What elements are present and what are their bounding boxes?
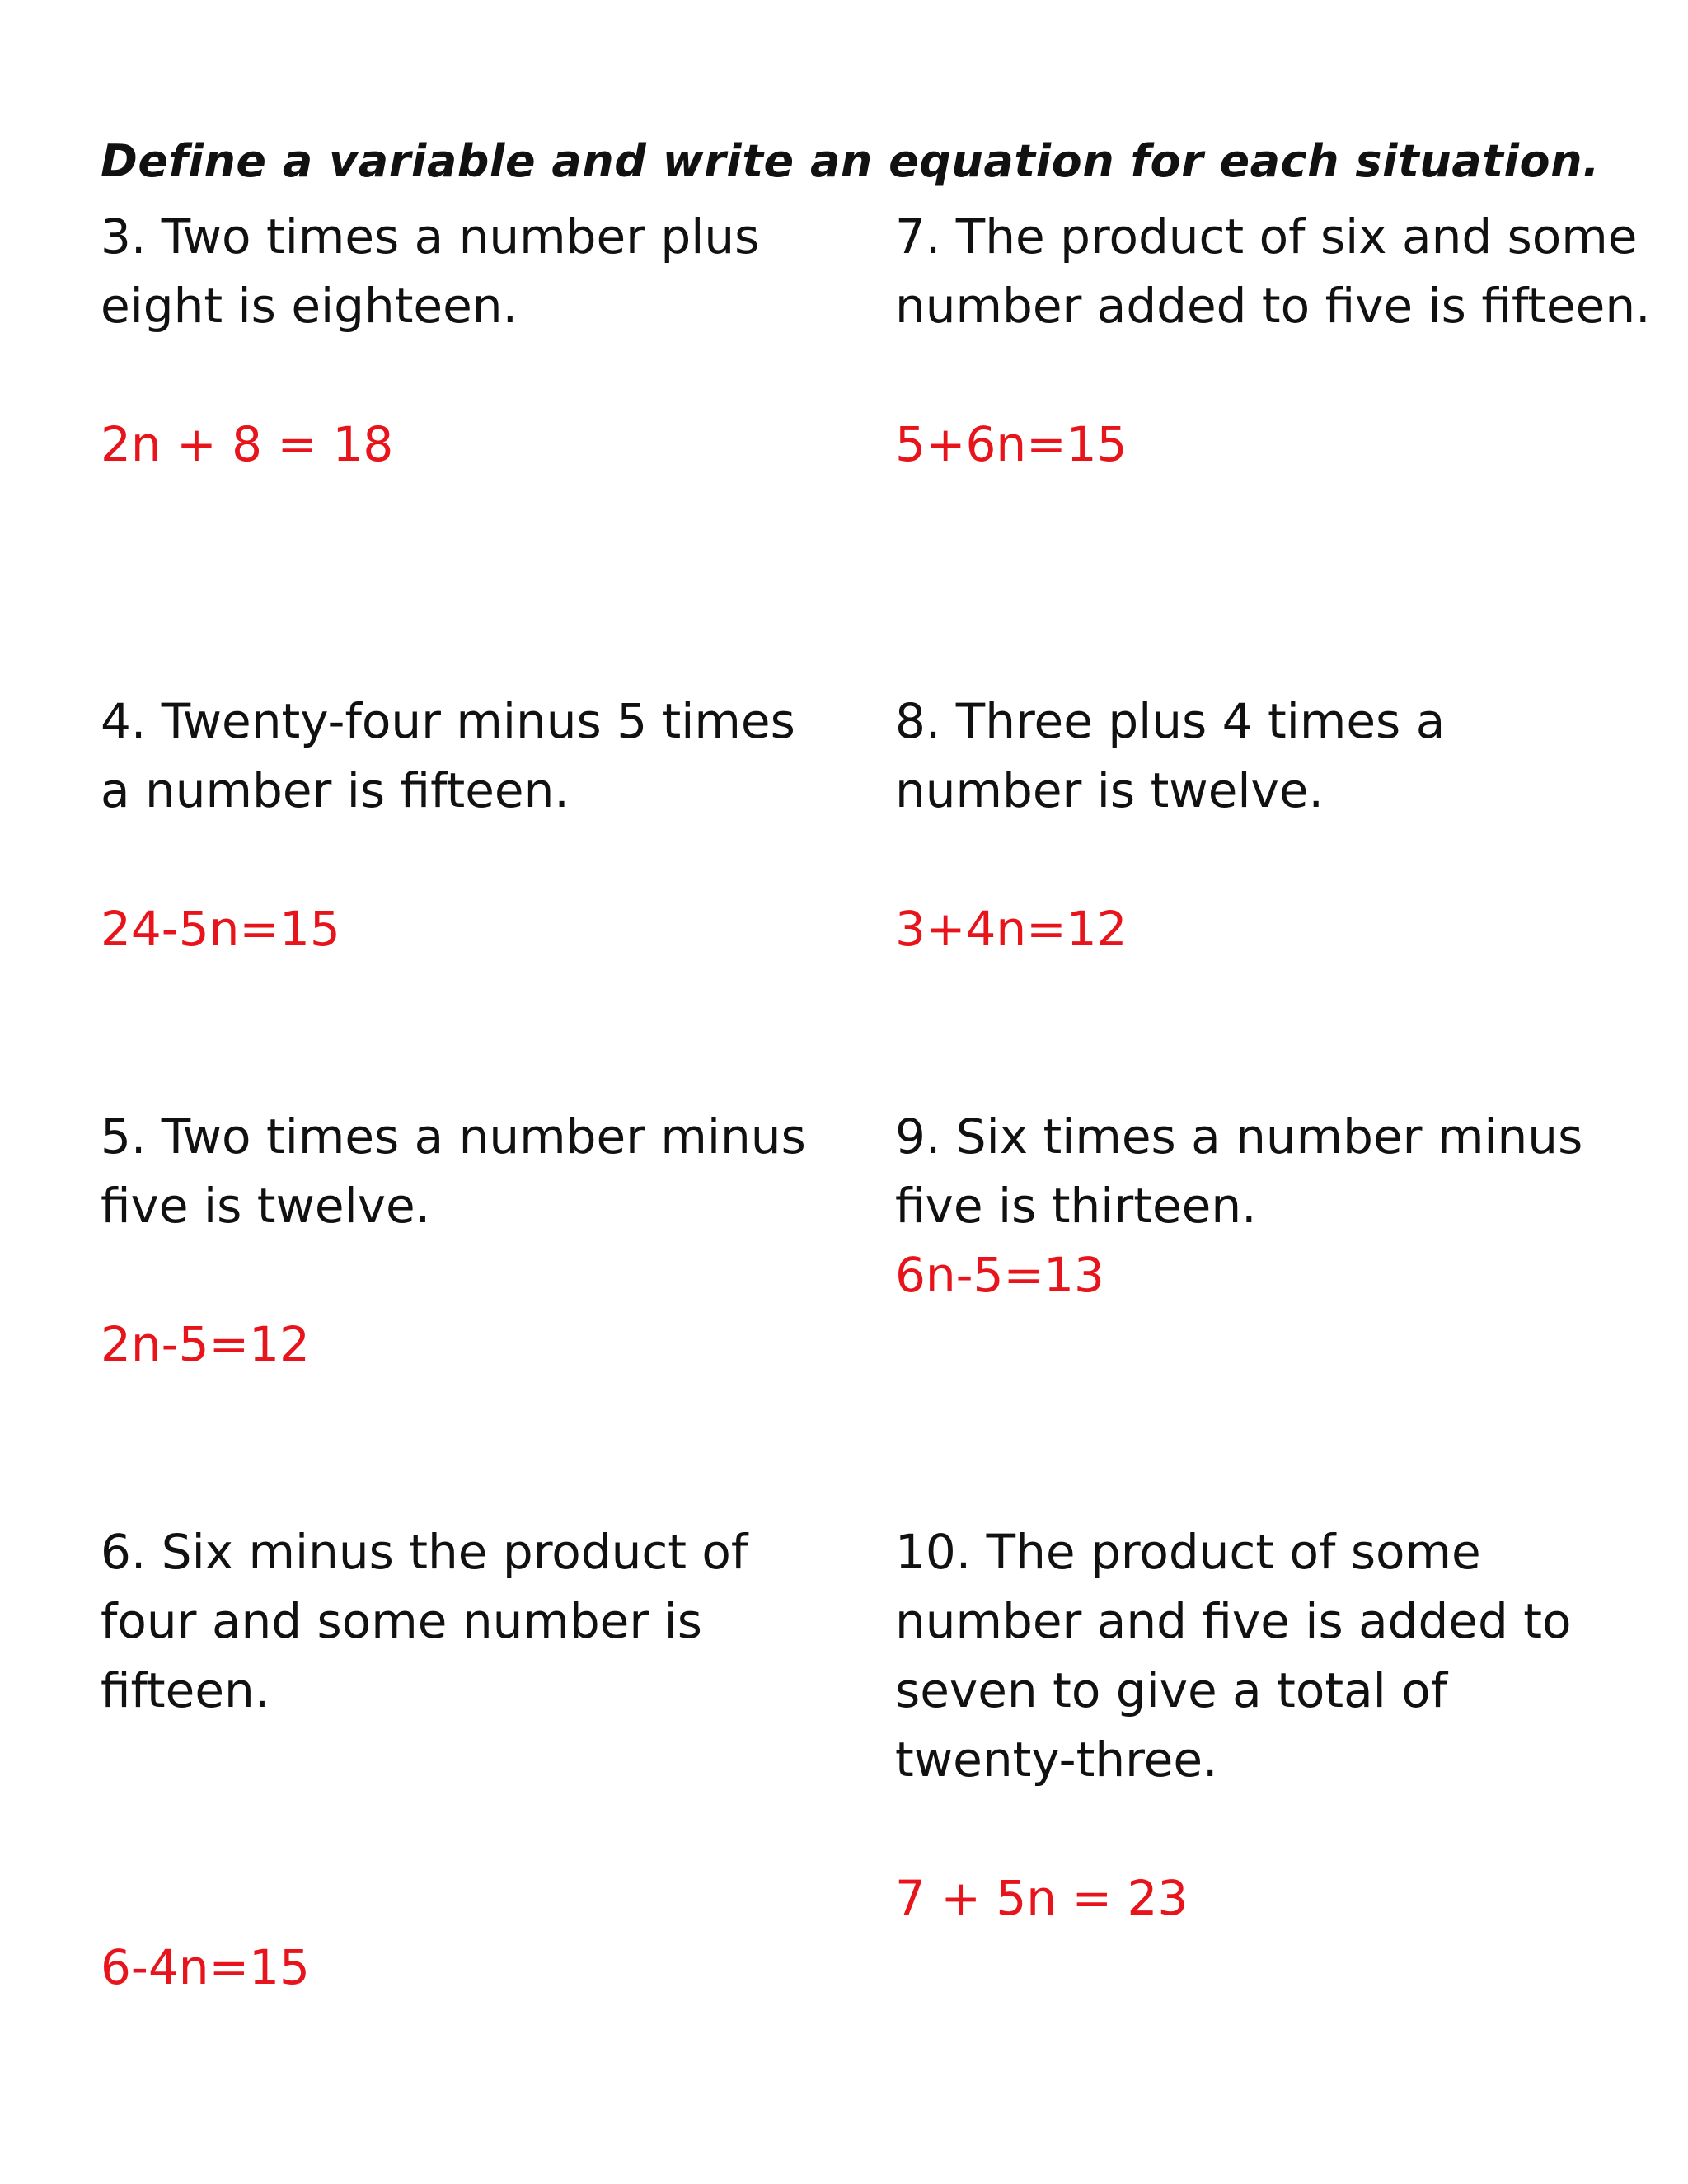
problem-10-text: 10. The product of some number and five is added to seven to give a total of twenty-three. — [895, 1524, 1572, 1788]
problem-5-text: 5. Two times a number minus five is twelve. — [101, 1108, 806, 1234]
problem-4-answer: 24-5n=15 — [101, 901, 340, 957]
problem-6-answer: 6-4n=15 — [101, 1939, 310, 1995]
problem-7-text: 7. The product of six and some number added to five is fifteen. — [895, 209, 1651, 334]
problem-6-text: 6. Six minus the product of four and some number is fifteen. — [101, 1524, 748, 1718]
problem-8-text: 8. Three plus 4 times a number is twelve. — [895, 693, 1446, 818]
problem-3-answer: 2n + 8 = 18 — [101, 416, 394, 472]
problem-4-text: 4. Twenty-four minus 5 times a number is fifteen. — [101, 693, 795, 818]
worksheet-instructions: Define a variable and write an equation for each situation. — [101, 135, 1601, 187]
problem-10-answer: 7 + 5n = 23 — [895, 1870, 1189, 1926]
problem-9-answer: 6n-5=13 — [895, 1247, 1104, 1303]
problem-5-answer: 2n-5=12 — [101, 1316, 310, 1372]
problem-9-text: 9. Six times a number minus five is thirteen. — [895, 1108, 1583, 1234]
problem-3-text: 3. Two times a number plus eight is eighteen. — [101, 209, 760, 334]
problem-8-answer: 3+4n=12 — [895, 901, 1128, 957]
problem-7-answer: 5+6n=15 — [895, 416, 1128, 472]
